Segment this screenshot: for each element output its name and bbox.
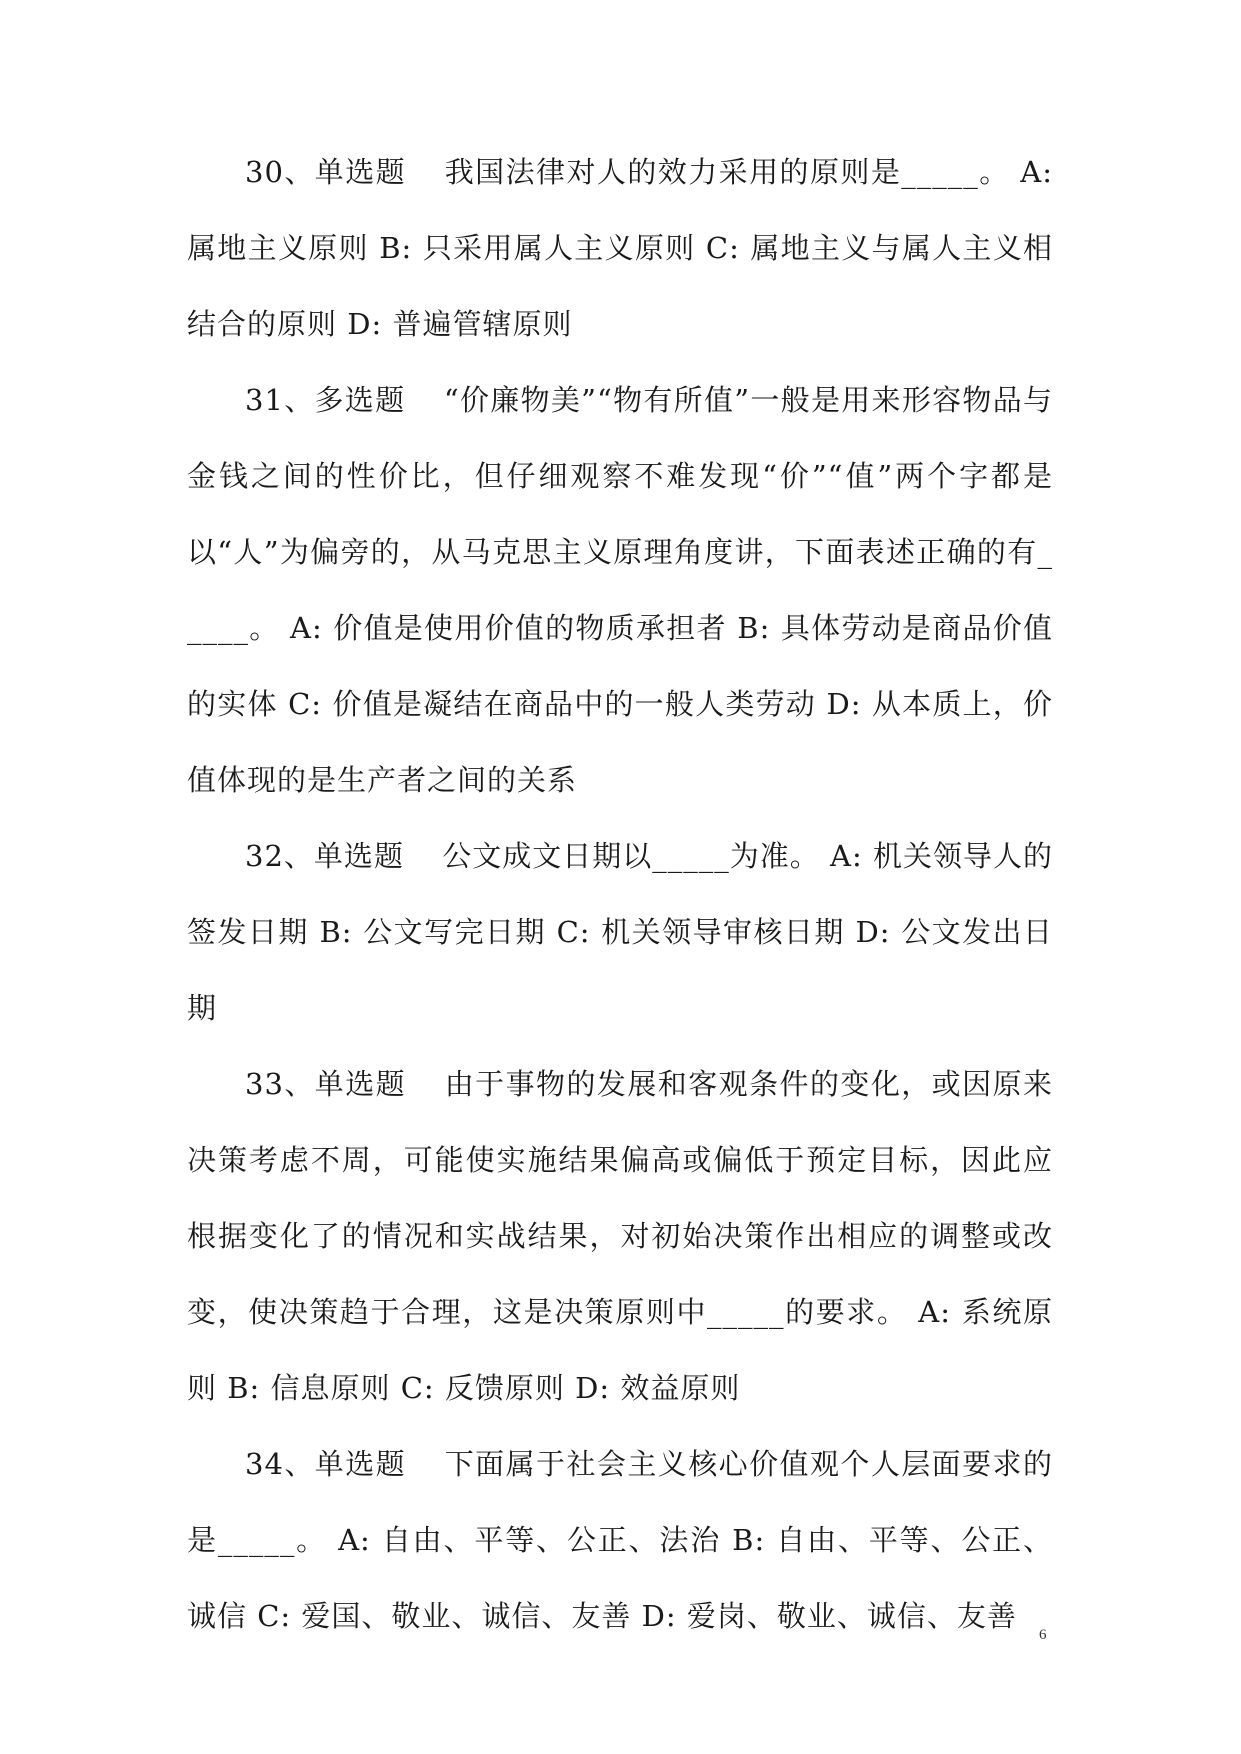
question-number: 31、多选题 (245, 383, 406, 417)
question-text: 由于事物的发展和客观条件的变化，或因原来决策考虑不周，可能使实施结果偏高或偏低于预定目标，因此应根据变化了的情况和实战结果，对初始决策作出相应的调整或改变，使决策趋于合理，这是决策原则中_____的要求。 A: 系统原则 B: 信息原则 C: 反馈原则 D: 效益原则 (187, 1067, 1053, 1405)
question-text: 公文成文日期以_____为准。 A: 机关领导人的签发日期 B: 公文写完日期 C: 机关领导审核日期 D: 公文发出日期 (187, 839, 1054, 1025)
question-list (187, 134, 1053, 1654)
question-32 (187, 818, 1053, 1046)
question-31 (187, 362, 1053, 818)
question-number: 33、单选题 (245, 1067, 407, 1101)
question-34 (187, 1426, 1053, 1654)
question-number: 32、单选题 (245, 839, 404, 873)
page-number: 6 (1039, 1627, 1047, 1643)
question-text: 下面属于社会主义核心价值观个人层面要求的是_____。 A: 自由、平等、公正、法治 B: 自由、平等、公正、诚信 C: 爱国、敬业、诚信、友善 D: 爱岗、敬业、诚信、友善 (187, 1447, 1053, 1633)
question-33 (187, 1046, 1053, 1426)
question-number: 34、单选题 (245, 1447, 407, 1481)
question-number: 30、单选题 (245, 155, 407, 189)
question-30 (187, 134, 1053, 362)
question-text: “价廉物美”“物有所值”一般是用来形容物品与金钱之间的性价比，但仔细观察不难发现“价”“值”两个字都是以“人”为偏旁的，从马克思主义原理角度讲，下面表述正确的有_____。 A: 价值是使用价值的物质承担者 B: 具体劳动是商品价值的实体 C: 价值是凝结在商品中的一般人类劳动 D: 从本质上，价值体现的是生产者之间的关系 (187, 383, 1053, 797)
question-text: 我国法律对人的效力采用的原则是_____。 A: 属地主义原则 B: 只采用属人主义原则 C: 属地主义与属人主义相结合的原则 D: 普遍管辖原则 (187, 155, 1053, 341)
